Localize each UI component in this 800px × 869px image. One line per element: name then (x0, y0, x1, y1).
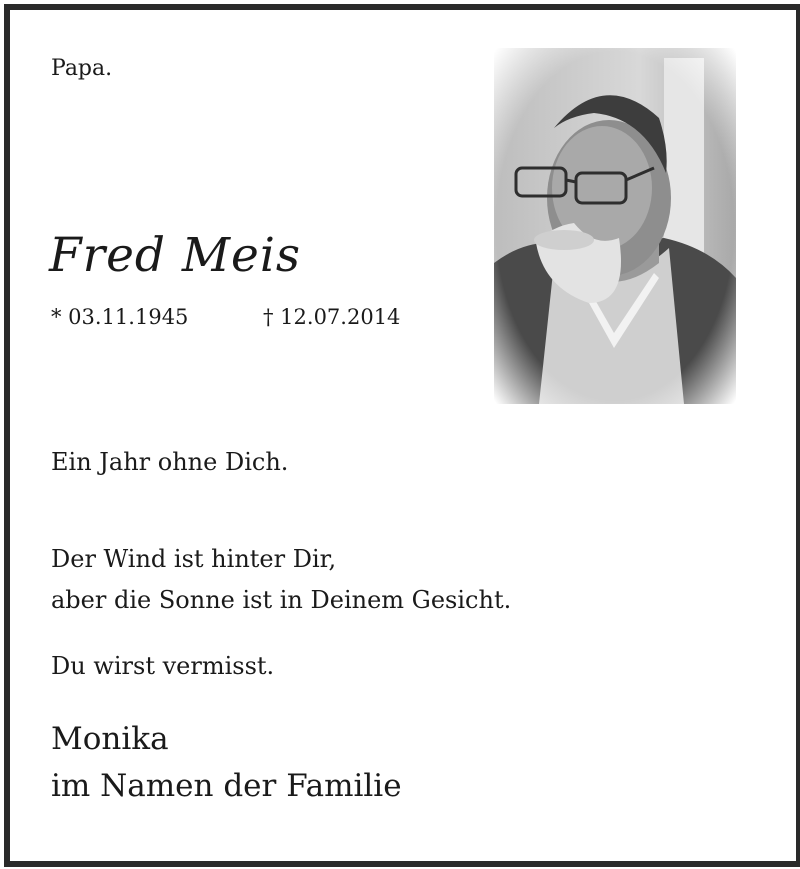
deceased-name: Fred Meis (49, 228, 302, 283)
death-date: † 12.07.2014 (263, 305, 401, 329)
missed-line: Du wirst vermisst. (51, 652, 275, 680)
portrait-photo (494, 48, 736, 404)
greeting: Papa. (51, 56, 113, 81)
signature-name: Monika (51, 721, 169, 757)
verse-line-2: aber die Sonne ist in Deinem Gesicht. (51, 586, 512, 614)
signature-family: im Namen der Familie (51, 768, 402, 804)
birth-date: * 03.11.1945 (51, 305, 189, 329)
year-line: Ein Jahr ohne Dich. (51, 448, 289, 476)
verse-line-1: Der Wind ist hinter Dir, (51, 545, 337, 573)
